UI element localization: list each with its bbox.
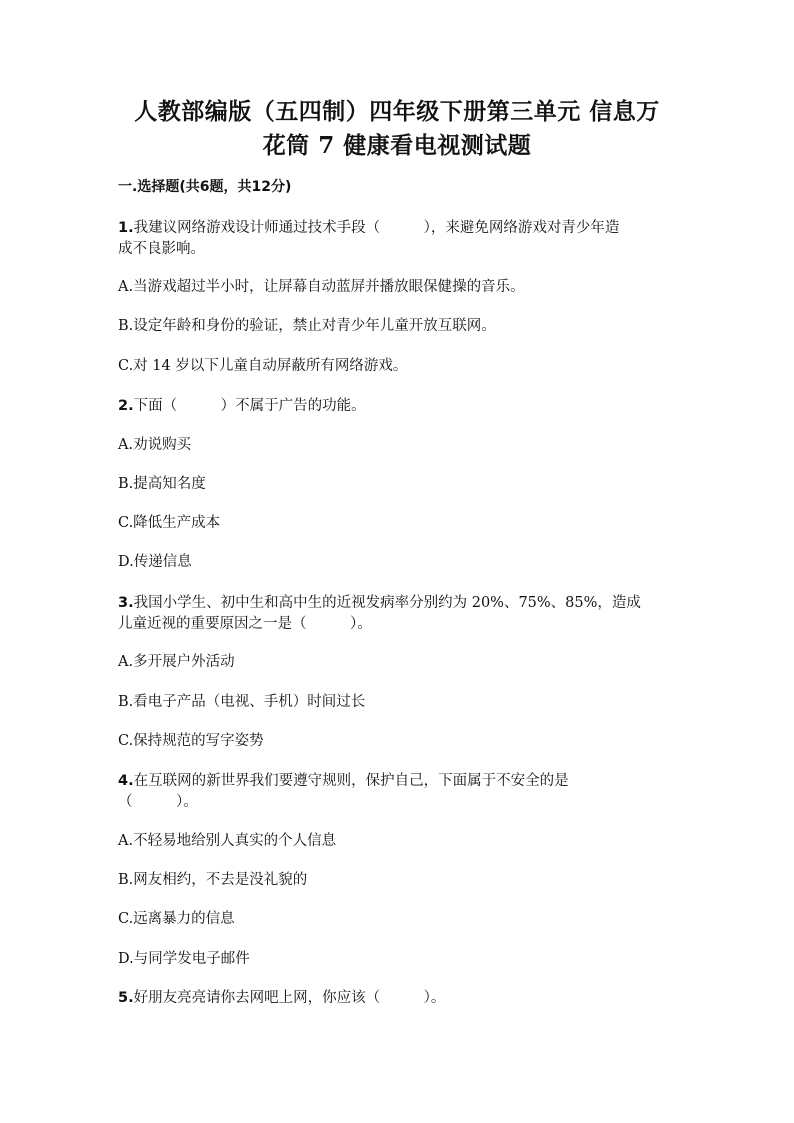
question-text: 下面（ ）不属于广告的功能。 [133,398,366,414]
question-2-option-d: D.传递信息 [118,554,192,570]
question-number: 4. [118,773,134,789]
question-number: 2. [118,398,134,414]
question-text: 好朋友亮亮请你去网吧上网，你应该（ ）。 [133,990,446,1006]
question-4-option-c: C.远离暴力的信息 [118,911,235,927]
question-number: 5. [118,990,134,1006]
question-2-option-b: B.提高知名度 [118,476,206,492]
question-2-option-a: A.劝说购买 [118,437,192,453]
document-title-line-2: 花筒 7 健康看电视测试题 [262,132,532,159]
question-4-option-d: D.与同学发电子邮件 [118,951,250,967]
question-1-option-c: C.对 14 岁以下儿童自动屏蔽所有网络游戏。 [118,358,408,374]
question-3-stem-line-1 [118,592,688,614]
question-text: 我国小学生、初中生和高中生的近视发病率分别约为 20%、75%、85%，造成 [133,595,641,611]
document-title-line-1: 人教部编版（五四制）四年级下册第三单元 信息万 [134,98,660,125]
question-4-option-a: A.不轻易地给别人真实的个人信息 [118,833,337,849]
question-4-option-b: B.网友相约，不去是没礼貌的 [118,872,308,888]
question-text: 我建议网络游戏设计师通过技术手段（ ），来避免网络游戏对青少年造 [133,220,620,236]
question-3-stem-line-2: 儿童近视的重要原因之一是（ ）。 [118,616,372,632]
question-4-stem-line-1 [118,770,688,792]
question-2-option-c: C.降低生产成本 [118,515,221,531]
question-3-option-c: C.保持规范的写字姿势 [118,733,264,749]
question-number: 3. [118,595,134,611]
question-text: 在互联网的新世界我们要遵守规则，保护自己，下面属于不安全的是 [133,773,569,789]
question-1-option-a: A.当游戏超过半小时，让屏幕自动蓝屏并播放眼保健操的音乐。 [118,279,525,295]
question-3-option-a: A.多开展户外活动 [118,654,235,670]
question-5-stem-line-1 [118,987,688,1009]
section-heading: 一.选择题(共6题，共12分) [118,179,292,195]
question-4-stem-line-2: （ ）。 [118,794,198,810]
question-1-stem-line-2: 成不良影响。 [118,241,205,257]
question-3-option-b: B.看电子产品（电视、手机）时间过长 [118,694,366,710]
question-number: 1. [118,220,134,236]
question-2-stem-line-1 [118,395,688,417]
question-1-stem-line-1 [118,217,688,239]
question-1-option-b: B.设定年龄和身份的验证，禁止对青少年儿童开放互联网。 [118,318,496,334]
